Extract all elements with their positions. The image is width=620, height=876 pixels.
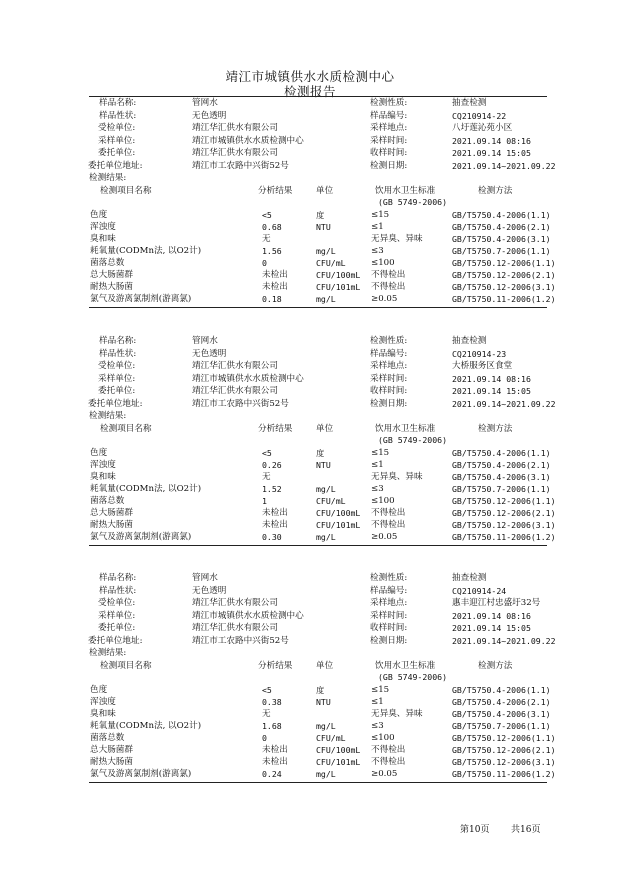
label-test-nature: 检测性质:: [370, 573, 408, 583]
row-unit: NTU: [316, 459, 331, 470]
row-result: 1: [262, 495, 267, 506]
value-receive-time: 2021.09.14 15:05: [452, 148, 531, 158]
row-unit: mg/L: [316, 245, 336, 256]
col-std2-header: (GB 5749-2006): [378, 671, 448, 682]
value-test-date: 2021.09.14~2021.09.22: [452, 398, 556, 409]
col-item-header: 检测项目名称: [100, 185, 152, 196]
row-item-name: 浑浊度: [90, 221, 116, 232]
value-sampling-site: 大桥服务区食堂: [452, 361, 513, 371]
value-sample-state: 无色透明: [192, 110, 227, 121]
value-test-date: 2021.09.14~2021.09.22: [452, 160, 556, 171]
value-sampling-unit: 靖江市城镇供水水质检测中心: [192, 135, 304, 146]
value-sampling-site: 惠丰迎江村忠盛圩32号: [452, 598, 541, 608]
label-client-unit: 委托单位:: [98, 148, 136, 158]
row-standard: ≤15: [371, 447, 390, 458]
row-standard: ≤3: [371, 720, 384, 731]
row-unit: NTU: [316, 221, 331, 232]
row-result: 未检出: [262, 508, 288, 518]
value-sample-name: 管网水: [192, 98, 218, 108]
row-result: <5: [262, 209, 272, 220]
row-result: 0: [262, 732, 267, 743]
value-commissioned-unit: 靖江华汇供水有限公司: [192, 123, 278, 133]
block-divider: [89, 307, 547, 308]
row-standard: 不得检出: [371, 757, 406, 768]
label-client-address: 委托单位地址:: [88, 160, 143, 171]
value-sampling-site: 八圩莲沁苑小区: [452, 123, 513, 133]
row-result: 0: [262, 257, 267, 268]
row-unit: mg/L: [316, 769, 336, 780]
row-unit: CFU/mL: [316, 257, 346, 268]
label-client-unit: 委托单位:: [98, 623, 136, 633]
row-item-name: 耐热大肠菌: [90, 282, 133, 293]
col-result-header: 分析结果: [258, 185, 293, 196]
col-item-header: 检测项目名称: [100, 660, 152, 671]
col-unit-header: 单位: [316, 423, 334, 434]
label-receive-time: 收样时间:: [370, 148, 408, 158]
value-sample-name: 管网水: [192, 573, 218, 583]
row-method: GB/T5750.7-2006(1.1): [452, 245, 551, 256]
row-standard: ≤100: [371, 257, 395, 268]
row-standard: 不得检出: [371, 508, 406, 518]
row-unit: CFU/100mL: [316, 745, 361, 755]
label-test-nature: 检测性质:: [370, 336, 408, 346]
row-method: GB/T5750.11-2006(1.2): [452, 769, 556, 780]
row-method: GB/T5750.7-2006(1.1): [452, 720, 551, 731]
value-test-date: 2021.09.14~2021.09.22: [452, 635, 556, 646]
row-unit: CFU/101mL: [316, 520, 361, 531]
row-item-name: 臭和味: [90, 233, 116, 244]
row-item-name: 氯气及游离氯制剂(游离氯): [90, 769, 192, 780]
row-method: GB/T5750.4-2006(1.1): [452, 684, 551, 695]
value-test-nature: 抽查检测: [452, 573, 487, 583]
value-sample-no: CQ210914-24: [452, 585, 507, 596]
row-unit: 度: [316, 684, 325, 695]
row-unit: 度: [316, 447, 325, 458]
row-item-name: 总大肠菌群: [90, 745, 133, 755]
row-method: GB/T5750.12-2006(2.1): [452, 270, 556, 280]
row-result: <5: [262, 447, 272, 458]
row-method: GB/T5750.12-2006(2.1): [452, 745, 556, 755]
row-item-name: 臭和味: [90, 708, 116, 719]
col-std2-header: (GB 5749-2006): [378, 196, 448, 207]
row-result: 0.38: [262, 696, 282, 707]
value-receive-time: 2021.09.14 15:05: [452, 623, 531, 633]
label-sample-no: 样品编号:: [370, 348, 408, 359]
value-commissioned-unit: 靖江华汇供水有限公司: [192, 598, 278, 608]
row-item-name: 色度: [90, 209, 108, 220]
row-standard: ≤15: [371, 209, 390, 220]
label-client-unit: 委托单位:: [98, 386, 136, 396]
row-method: GB/T5750.11-2006(1.2): [452, 294, 556, 305]
results-label: 检测结果:: [89, 411, 127, 421]
value-sampling-time: 2021.09.14 08:16: [452, 373, 531, 384]
results-label: 检测结果:: [89, 648, 127, 658]
label-sampling-time: 采样时间:: [370, 373, 408, 384]
value-client-address: 靖江市工农路中兴街52号: [192, 398, 289, 409]
row-standard: ≤1: [371, 221, 384, 232]
col-std-header: 饮用水卫生标准: [375, 660, 436, 671]
row-item-name: 氯气及游离氯制剂(游离氯): [90, 532, 192, 543]
row-unit: mg/L: [316, 483, 336, 494]
value-test-nature: 抽查检测: [452, 98, 487, 108]
page-total: 共16页: [511, 825, 541, 835]
row-standard: ≤100: [371, 732, 395, 743]
row-result: 0.26: [262, 459, 282, 470]
row-result: 无: [262, 233, 271, 244]
row-standard: 不得检出: [371, 270, 406, 280]
label-sampling-time: 采样时间:: [370, 610, 408, 621]
value-sampling-unit: 靖江市城镇供水水质检测中心: [192, 373, 304, 384]
row-result: 无: [262, 471, 271, 482]
row-method: GB/T5750.12-2006(1.1): [452, 257, 556, 268]
row-method: GB/T5750.12-2006(2.1): [452, 508, 556, 518]
col-method-header: 检测方法: [478, 660, 513, 671]
value-sampling-unit: 靖江市城镇供水水质检测中心: [192, 610, 304, 621]
row-item-name: 菌落总数: [90, 257, 125, 268]
col-method-header: 检测方法: [478, 423, 513, 434]
col-result-header: 分析结果: [258, 660, 293, 671]
label-sampling-time: 采样时间:: [370, 135, 408, 146]
row-item-name: 耐热大肠菌: [90, 520, 133, 531]
row-unit: CFU/100mL: [316, 270, 361, 280]
row-standard: 无异臭、异味: [371, 708, 423, 719]
label-sampling-site: 采样地点:: [370, 361, 408, 371]
value-sample-name: 管网水: [192, 336, 218, 346]
row-result: 未检出: [262, 757, 288, 768]
row-result: 无: [262, 708, 271, 719]
row-standard: 不得检出: [371, 520, 406, 531]
row-method: GB/T5750.4-2006(3.1): [452, 233, 551, 244]
value-sampling-time: 2021.09.14 08:16: [452, 135, 531, 146]
row-result: 0.68: [262, 221, 282, 232]
row-method: GB/T5750.12-2006(3.1): [452, 757, 556, 768]
row-unit: CFU/101mL: [316, 282, 361, 293]
value-sample-state: 无色透明: [192, 585, 227, 596]
row-unit: mg/L: [316, 294, 336, 305]
row-item-name: 菌落总数: [90, 732, 125, 743]
label-sample-name: 样品名称:: [99, 98, 137, 108]
label-sample-state: 样品性状:: [99, 110, 137, 121]
label-sampling-unit: 采样单位:: [98, 135, 136, 146]
row-result: 1.52: [262, 483, 282, 494]
row-item-name: 色度: [90, 684, 108, 695]
col-unit-header: 单位: [316, 185, 334, 196]
value-client-unit: 靖江华汇供水有限公司: [192, 386, 278, 396]
label-sample-name: 样品名称:: [99, 336, 137, 346]
row-standard: 不得检出: [371, 745, 406, 755]
label-sampling-unit: 采样单位:: [98, 373, 136, 384]
row-standard: 无异臭、异味: [371, 233, 423, 244]
col-std-header: 饮用水卫生标准: [375, 185, 436, 196]
row-item-name: 耗氧量(CODMn法, 以O2计): [90, 720, 202, 731]
page-number: 第10页: [460, 825, 490, 835]
value-sample-no: CQ210914-23: [452, 348, 507, 359]
row-result: 0.30: [262, 532, 282, 543]
report-title: 检测报告: [283, 84, 336, 99]
row-standard: ≥0.05: [371, 294, 398, 305]
label-client-address: 委托单位地址:: [88, 635, 143, 646]
row-item-name: 总大肠菌群: [90, 270, 133, 280]
row-method: GB/T5750.11-2006(1.2): [452, 532, 556, 543]
block-divider: [89, 782, 547, 783]
row-item-name: 浑浊度: [90, 459, 116, 470]
row-result: 1.56: [262, 245, 282, 256]
label-test-nature: 检测性质:: [370, 98, 408, 108]
col-item-header: 检测项目名称: [100, 423, 152, 434]
row-method: GB/T5750.4-2006(3.1): [452, 471, 551, 482]
row-method: GB/T5750.4-2006(3.1): [452, 708, 551, 719]
row-item-name: 耗氧量(CODMn法, 以O2计): [90, 483, 202, 494]
value-sampling-time: 2021.09.14 08:16: [452, 610, 531, 621]
label-commissioned-unit: 受检单位:: [98, 123, 136, 133]
label-test-date: 检测日期:: [370, 398, 408, 409]
row-method: GB/T5750.4-2006(1.1): [452, 447, 551, 458]
col-method-header: 检测方法: [478, 185, 513, 196]
value-client-address: 靖江市工农路中兴街52号: [192, 160, 289, 171]
results-label: 检测结果:: [89, 173, 127, 183]
row-item-name: 耐热大肠菌: [90, 757, 133, 768]
label-client-address: 委托单位地址:: [88, 398, 143, 409]
row-standard: 不得检出: [371, 282, 406, 293]
row-unit: mg/L: [316, 532, 336, 543]
col-std-header: 饮用水卫生标准: [375, 423, 436, 434]
row-method: GB/T5750.4-2006(1.1): [452, 209, 551, 220]
value-sample-state: 无色透明: [192, 348, 227, 359]
row-method: GB/T5750.12-2006(3.1): [452, 520, 556, 531]
label-receive-time: 收样时间:: [370, 623, 408, 633]
row-result: 0.18: [262, 294, 282, 305]
label-receive-time: 收样时间:: [370, 386, 408, 396]
title-rule: [89, 96, 547, 97]
row-standard: ≤1: [371, 459, 384, 470]
label-sample-state: 样品性状:: [99, 585, 137, 596]
label-sample-name: 样品名称:: [99, 573, 137, 583]
row-result: 1.68: [262, 720, 282, 731]
value-receive-time: 2021.09.14 15:05: [452, 386, 531, 396]
row-unit: CFU/101mL: [316, 757, 361, 768]
label-test-date: 检测日期:: [370, 635, 408, 646]
row-result: 未检出: [262, 270, 288, 280]
row-item-name: 氯气及游离氯制剂(游离氯): [90, 294, 192, 305]
row-standard: ≤3: [371, 483, 384, 494]
row-item-name: 臭和味: [90, 471, 116, 482]
row-standard: ≥0.05: [371, 532, 398, 543]
label-sample-no: 样品编号:: [370, 110, 408, 121]
row-unit: CFU/100mL: [316, 508, 361, 518]
row-result: 未检出: [262, 520, 288, 531]
label-commissioned-unit: 受检单位:: [98, 598, 136, 608]
value-client-unit: 靖江华汇供水有限公司: [192, 623, 278, 633]
row-standard: ≤1: [371, 696, 384, 707]
row-method: GB/T5750.7-2006(1.1): [452, 483, 551, 494]
label-sample-state: 样品性状:: [99, 348, 137, 359]
row-method: GB/T5750.4-2006(2.1): [452, 459, 551, 470]
col-result-header: 分析结果: [258, 423, 293, 434]
value-commissioned-unit: 靖江华汇供水有限公司: [192, 361, 278, 371]
row-standard: ≥0.05: [371, 769, 398, 780]
value-client-address: 靖江市工农路中兴街52号: [192, 635, 289, 646]
row-method: GB/T5750.4-2006(2.1): [452, 221, 551, 232]
row-item-name: 总大肠菌群: [90, 508, 133, 518]
row-unit: NTU: [316, 696, 331, 707]
row-method: GB/T5750.12-2006(1.1): [452, 732, 556, 743]
row-item-name: 耗氧量(CODMn法, 以O2计): [90, 245, 202, 256]
row-standard: 无异臭、异味: [371, 471, 423, 482]
label-sample-no: 样品编号:: [370, 585, 408, 596]
row-item-name: 色度: [90, 447, 108, 458]
value-test-nature: 抽查检测: [452, 336, 487, 346]
row-standard: ≤15: [371, 684, 390, 695]
row-unit: CFU/mL: [316, 495, 346, 506]
label-sampling-site: 采样地点:: [370, 598, 408, 608]
row-unit: CFU/mL: [316, 732, 346, 743]
row-unit: 度: [316, 209, 325, 220]
label-test-date: 检测日期:: [370, 160, 408, 171]
col-std2-header: (GB 5749-2006): [378, 434, 448, 445]
row-method: GB/T5750.12-2006(3.1): [452, 282, 556, 293]
row-result: <5: [262, 684, 272, 695]
value-client-unit: 靖江华汇供水有限公司: [192, 148, 278, 158]
row-standard: ≤100: [371, 495, 395, 506]
row-standard: ≤3: [371, 245, 384, 256]
row-item-name: 菌落总数: [90, 495, 125, 506]
org-title: 靖江市城镇供水水质检测中心: [225, 69, 395, 84]
label-commissioned-unit: 受检单位:: [98, 361, 136, 371]
row-method: GB/T5750.12-2006(1.1): [452, 495, 556, 506]
row-item-name: 浑浊度: [90, 696, 116, 707]
label-sampling-site: 采样地点:: [370, 123, 408, 133]
col-unit-header: 单位: [316, 660, 334, 671]
label-sampling-unit: 采样单位:: [98, 610, 136, 621]
block-divider: [89, 545, 547, 546]
row-result: 未检出: [262, 745, 288, 755]
value-sample-no: CQ210914-22: [452, 110, 507, 121]
row-method: GB/T5750.4-2006(2.1): [452, 696, 551, 707]
row-unit: mg/L: [316, 720, 336, 731]
row-result: 0.24: [262, 769, 282, 780]
row-result: 未检出: [262, 282, 288, 293]
